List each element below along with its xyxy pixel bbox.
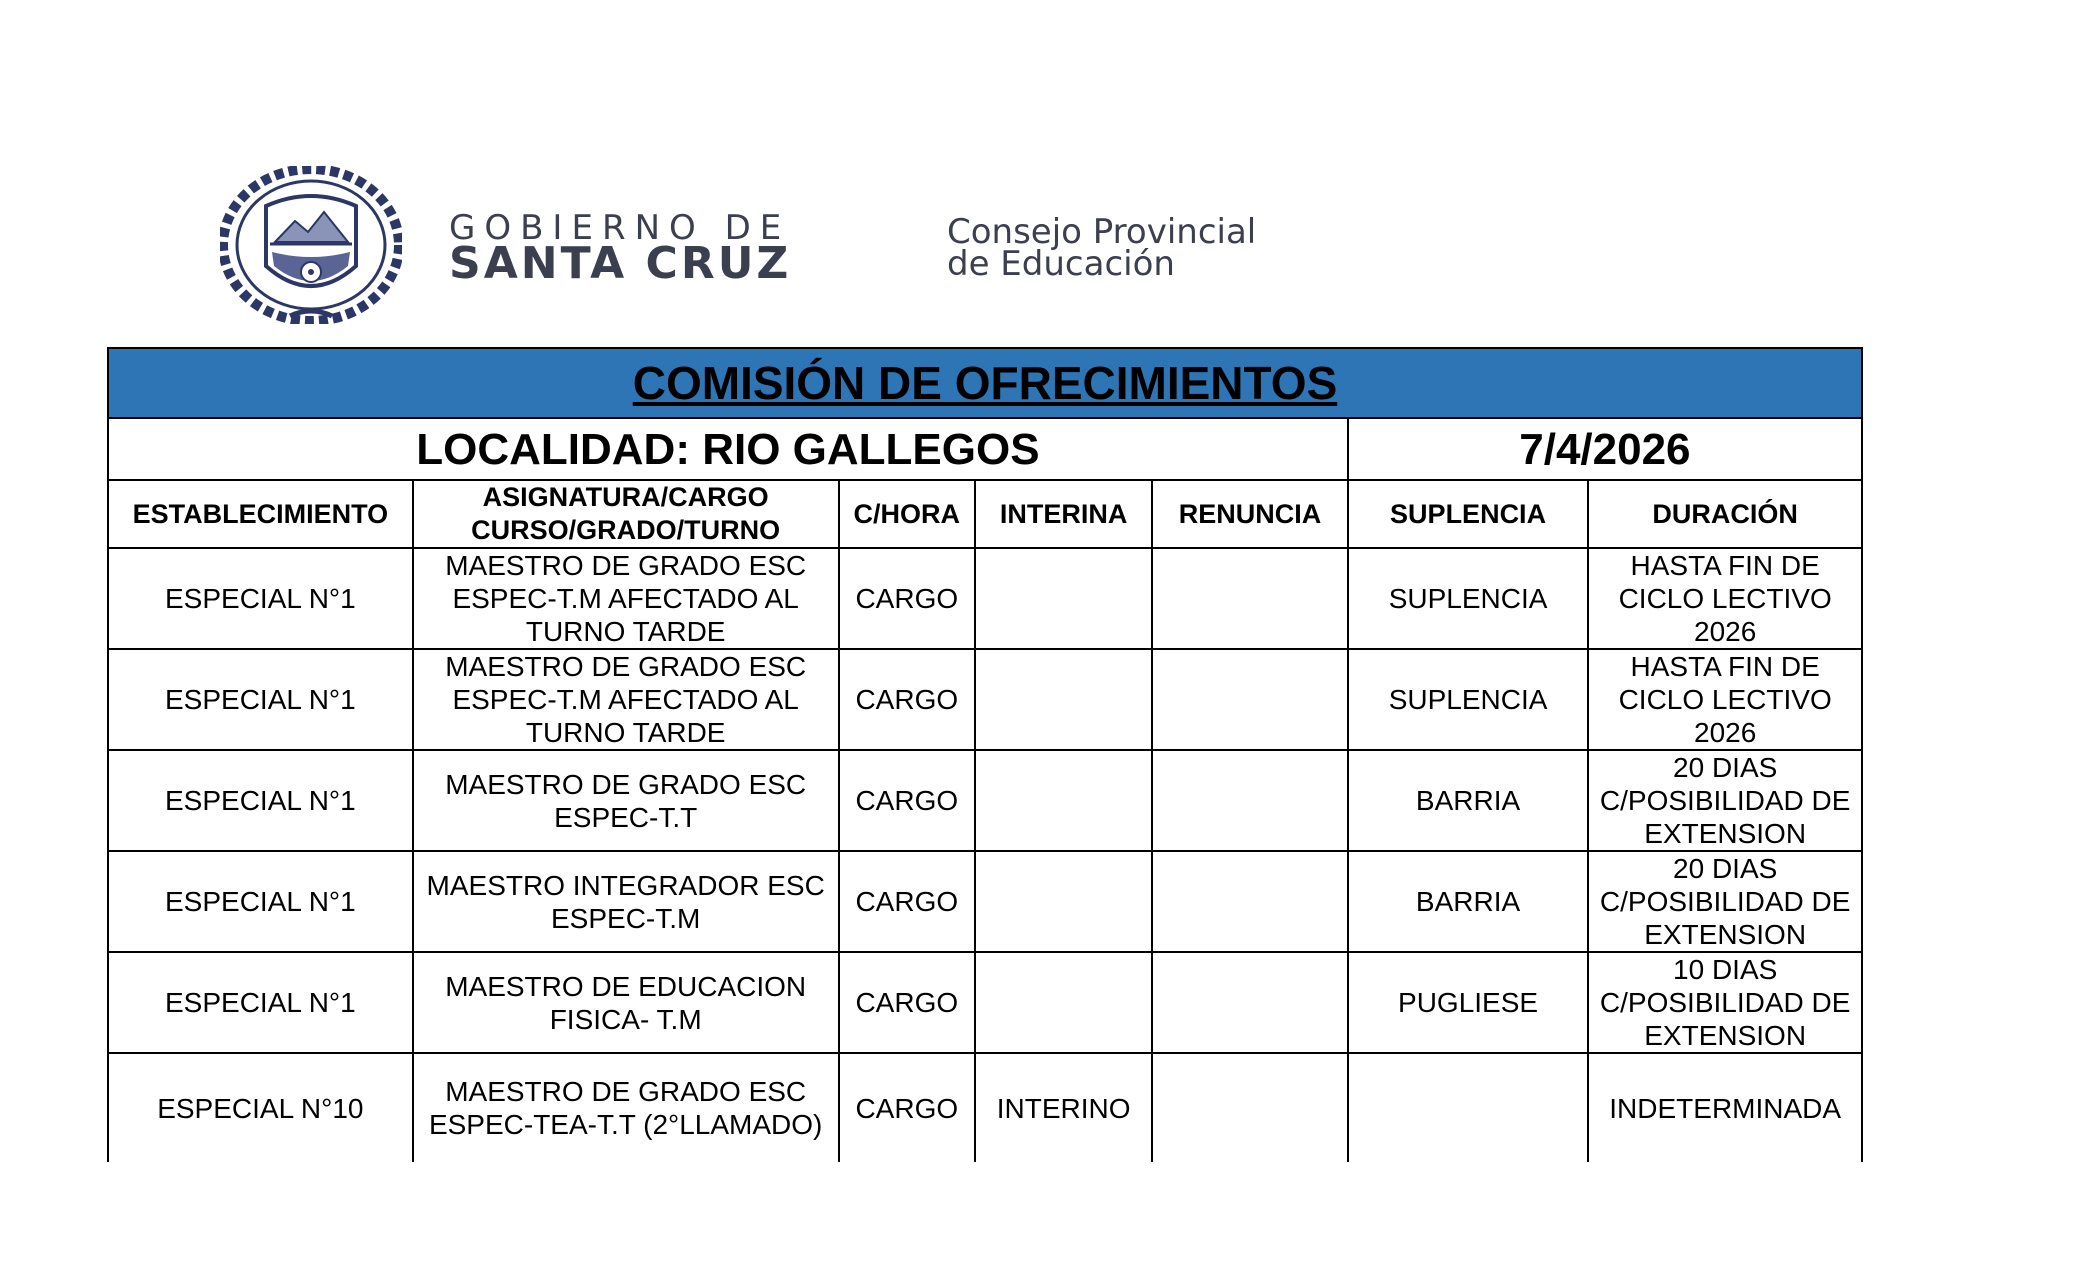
table-row [108,649,1862,750]
cell-renuncia [1152,548,1347,649]
table-row [108,952,1862,1053]
table-row [108,750,1862,851]
council-name-line2: de Educación [947,244,1175,284]
col-suplencia: SUPLENCIA [1348,480,1589,548]
cell-establecimiento: ESPECIAL N°1 [108,649,413,750]
cell-chora: CARGO [839,851,975,952]
cell-suplencia: SUPLENCIA [1348,649,1589,750]
cell-chora: CARGO [839,750,975,851]
locality-row [108,418,1862,480]
gov-name-line1: GOBIERNO DE [449,208,791,248]
cell-interina: INTERINO [975,1053,1152,1162]
header-logos [220,166,1370,326]
locality-label: LOCALIDAD: RIO GALLEGOS [108,418,1348,480]
cell-establecimiento: ESPECIAL N°1 [108,851,413,952]
col-establecimiento: ESTABLECIMIENTO [108,480,413,548]
cell-asignatura: MAESTRO DE GRADO ESC ESPEC-TEA-T.T (2°LLAMADO) [413,1053,839,1162]
col-interina: INTERINA [975,480,1152,548]
cell-renuncia [1152,750,1347,851]
cell-chora: CARGO [839,548,975,649]
cell-renuncia [1152,851,1347,952]
cell-duracion: HASTA FIN DE CICLO LECTIVO 2026 [1588,649,1862,750]
cell-suplencia: BARRIA [1348,750,1589,851]
cell-establecimiento: ESPECIAL N°1 [108,952,413,1053]
table-row [108,548,1862,649]
column-header-row [108,480,1862,548]
cell-suplencia: PUGLIESE [1348,952,1589,1053]
cell-interina [975,548,1152,649]
cell-asignatura: MAESTRO DE GRADO ESC ESPEC-T.M AFECTADO AL TURNO TARDE [413,649,839,750]
cell-asignatura: MAESTRO DE EDUCACION FISICA- T.M [413,952,839,1053]
col-duracion: DURACIÓN [1588,480,1862,548]
council-name-line1: Consejo Provincial [947,212,1257,252]
col-asignatura-line1: ASIGNATURA/CARGO [482,482,769,512]
cell-suplencia: SUPLENCIA [1348,548,1589,649]
col-renuncia: RENUNCIA [1152,480,1347,548]
cell-asignatura: MAESTRO DE GRADO ESC ESPEC-T.M AFECTADO AL TURNO TARDE [413,548,839,649]
cell-duracion: INDETERMINADA [1588,1053,1862,1162]
cell-duracion: HASTA FIN DE CICLO LECTIVO 2026 [1588,548,1862,649]
offers-table [107,347,1863,1162]
cell-interina [975,851,1152,952]
table-title: COMISIÓN DE OFRECIMIENTOS [108,348,1862,418]
title-row [108,348,1862,418]
cell-interina [975,750,1152,851]
cell-renuncia [1152,1053,1347,1162]
province-seal-icon [220,166,402,324]
cell-chora: CARGO [839,952,975,1053]
cell-renuncia [1152,649,1347,750]
cell-duracion: 20 DIAS C/POSIBILIDAD DE EXTENSION [1588,851,1862,952]
cell-suplencia [1348,1053,1589,1162]
cell-establecimiento: ESPECIAL N°1 [108,548,413,649]
cell-chora: CARGO [839,1053,975,1162]
cell-interina [975,649,1152,750]
col-chora: C/HORA [839,480,975,548]
cell-renuncia [1152,952,1347,1053]
cell-establecimiento: ESPECIAL N°1 [108,750,413,851]
cell-interina [975,952,1152,1053]
cell-asignatura: MAESTRO DE GRADO ESC ESPEC-T.T [413,750,839,851]
gov-name-line2: SANTA CRUZ [449,238,792,289]
table-row [108,851,1862,952]
offer-date: 7/4/2026 [1348,418,1862,480]
cell-asignatura: MAESTRO INTEGRADOR ESC ESPEC-T.M [413,851,839,952]
cell-duracion: 10 DIAS C/POSIBILIDAD DE EXTENSION [1588,952,1862,1053]
col-asignatura [413,480,839,548]
col-asignatura-line2: CURSO/GRADO/TURNO [471,515,781,545]
cell-chora: CARGO [839,649,975,750]
cell-duracion: 20 DIAS C/POSIBILIDAD DE EXTENSION [1588,750,1862,851]
cell-suplencia: BARRIA [1348,851,1589,952]
table-row [108,1053,1862,1162]
cell-establecimiento: ESPECIAL N°10 [108,1053,413,1162]
